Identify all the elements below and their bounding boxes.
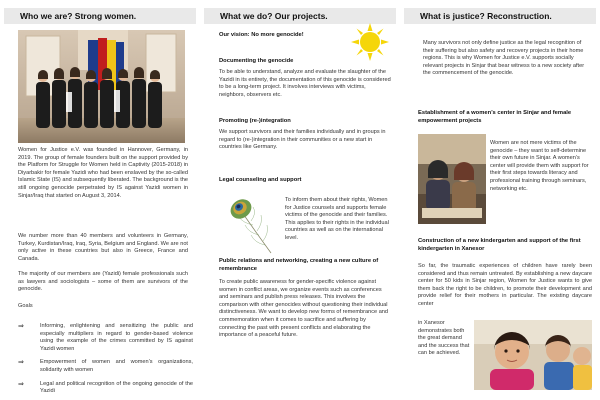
section-title: Who we are? Strong women. (20, 11, 137, 21)
goal-text: Empowerment of women and women’s organizations, solidarity with women (40, 359, 193, 373)
section-title: What is justice? Reconstruction. (420, 11, 552, 21)
children-image (474, 320, 592, 390)
group-photo (18, 30, 185, 143)
womens-center-image (418, 134, 486, 224)
goals-list (18, 317, 193, 396)
goal-text: Informing, enlightening and sensitizing the public and especially multipliers in regard to gender-based violence using the example of the crimes committed by IS against Yazidi women (40, 323, 193, 352)
goal-item (18, 381, 193, 396)
legal-text: To inform them about their rights, Women for Justice counsels and supports female victims of the genocide and their families. This applies to their rights in the individual countries as well as on the international level. (285, 197, 389, 241)
goal-item (18, 323, 193, 353)
public-relations-text: To create public awareness for gender-specific violence against women in conflict areas, we organize events such as conferences and seminars and publish press releases. This involves the comparison with other genocides without questioning their individual distinctiveness. We want to develop new forms of remembrance and commemoration when it comes to sacrifice and suffering by connecting the past with present conflicts and elaborating the importance of a peaceful future. (219, 279, 389, 339)
section-header-bar (4, 8, 196, 24)
peacock-feather-icon (225, 195, 275, 255)
group-photo-image (18, 30, 185, 143)
section-title: What we do? Our projects. (220, 11, 328, 21)
legal-heading: Legal counseling and support (219, 177, 302, 183)
documenting-heading: Documenting the genocide (219, 58, 294, 64)
public-relations-heading: Public relations and networking, creating a new culture of remembrance (219, 258, 379, 272)
column-what-is-justice (400, 0, 600, 400)
sun-icon (350, 22, 390, 62)
vision-heading: Our vision: No more genocide! (219, 32, 304, 38)
kindergarten-heading: Construction of a new kindergarten and support of the first kindergarten in Xanesor (418, 238, 581, 252)
integration-text: We support survivors and their families individually and in groups in regard to (re-)integration in their communities or a new start in countries like Germany. (219, 129, 386, 151)
column-what-we-do (200, 0, 400, 400)
womens-center-photo (418, 134, 486, 224)
arrow-right-icon: ⇒ (18, 323, 24, 330)
goals-label: Goals (18, 303, 33, 309)
womens-center-text: Women are not mere victims of the genocide – they want to self-determine their own future in Sinjar. A women’s center will provide them with support for their first steps towards literacy and professional training through seminars, networking etc. (490, 140, 589, 192)
children-photo (474, 320, 592, 390)
majority-paragraph: The majority of our members are (Yazidi) female professionals such as lawyers and sociologists – some of them are survivors of the genocide. (18, 271, 188, 293)
section-header-bar (404, 8, 596, 24)
kindergarten-text-continued: in Xanesor demonstrates both the great demand and the success that can be achieved. (418, 320, 470, 357)
womens-center-heading: Establishment of a women’s center in Sinjar and female empowerment projects (418, 110, 572, 124)
documenting-text: To be able to understand, analyze and evaluate the slaughter of the Yazidi in its entirety, the documentation of this genocide is considered to be a long-term project. It involves interviews with victims, neighbors, observers etc. (219, 69, 391, 98)
goal-text: Legal and political recognition of the ongoing genocide of the Yazidi (40, 380, 193, 395)
kindergarten-text: So far, the traumatic experiences of children have rarely been considered and thus remain untreated. By establishing a new daycare center for 50 kids in Sinjar region, Women for Justice wants to give them back the right to be children, to promote their development and provide relief for their mothers in particular. The existing daycare center (418, 263, 592, 307)
justice-intro: Many survivors not only define justice as the legal recognition of their suffering but also safety and recovery projects in their home regions. This is why Women for Justice e.V. supports socially relevant projects in Sinjar that bear witness to a new society after the commencement of the genocide. (423, 40, 585, 77)
integration-heading: Promoting (re-)integration (219, 118, 291, 124)
members-paragraph: We number more than 40 members and volunteers in Germany, Turkey, Kurdistan/Iraq, Iraq, Syria, Belgium and England. We are not only active in these countries but also in Greece, France and Canada. (18, 233, 188, 262)
goal-item (18, 359, 193, 374)
column-who-we-are (0, 0, 200, 400)
arrow-right-icon: ⇒ (18, 380, 24, 388)
about-paragraph: Women for Justice e.V. was founded in Hannover, Germany, in 2019. The group of female founders built on the support provided by the Platform for Struggle for Women held in Captivity (2015-2018) in Diyarbakir for female Yazidi who had been enslaved by the so-called Islamic State (IS) and subsequently liberated. The background is the still ongoing genocide perpetrated by IS against Yazidi women in Sinjar/Iraq that started on August 3, 2014. (18, 147, 188, 199)
arrow-right-icon: ⇒ (18, 359, 24, 367)
